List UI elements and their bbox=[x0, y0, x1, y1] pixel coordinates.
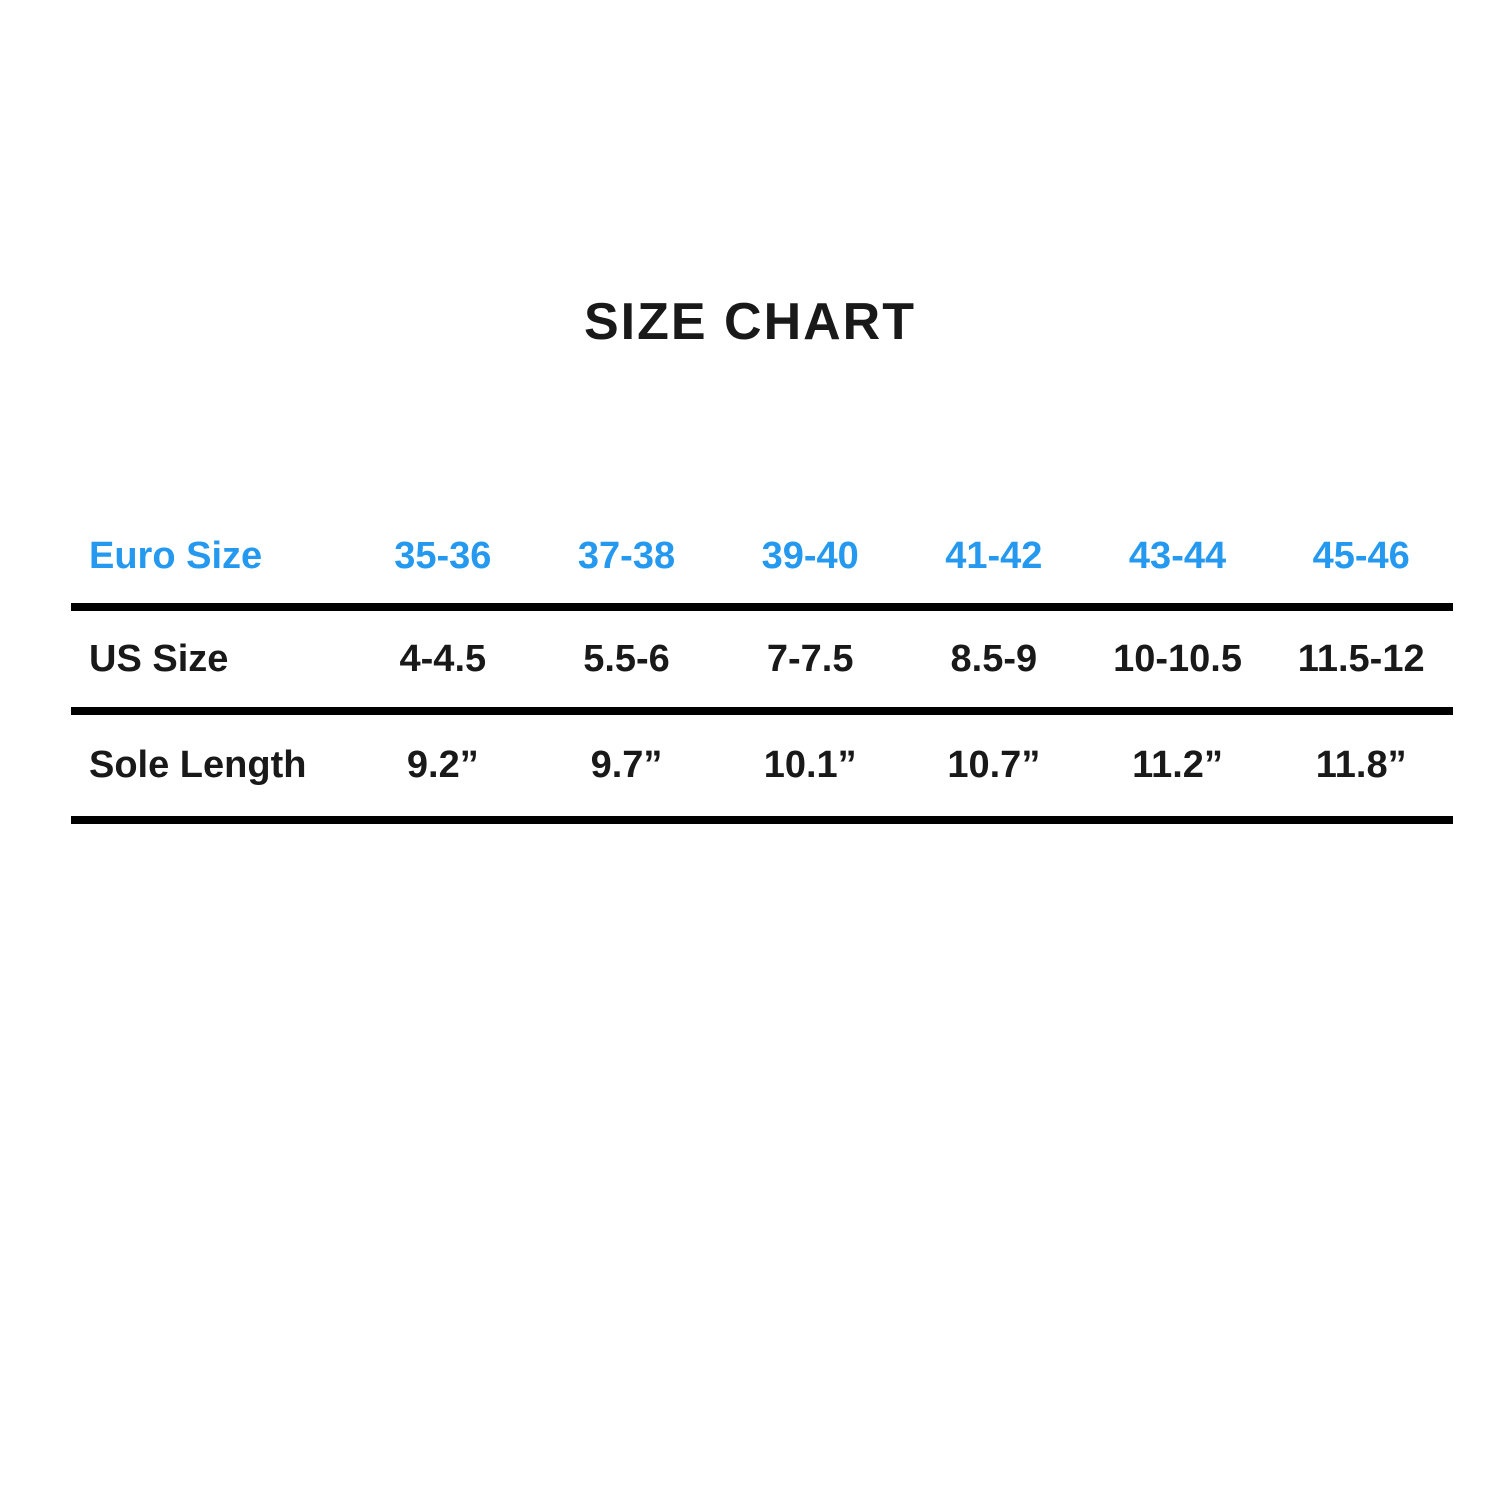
table-row-sole-length bbox=[71, 715, 1453, 816]
sole-length-cell-5: 11.2” bbox=[1132, 744, 1223, 786]
row-label-us-size: US Size bbox=[89, 637, 229, 680]
euro-size-cell-6: 45-46 bbox=[1312, 535, 1410, 577]
us-size-cell-3: 7-7.5 bbox=[766, 637, 854, 680]
euro-size-cell-2: 37-38 bbox=[577, 535, 676, 577]
us-size-cell-5: 10-10.5 bbox=[1113, 637, 1242, 680]
page-title: SIZE CHART bbox=[584, 293, 916, 351]
divider-line-2 bbox=[71, 707, 1453, 715]
divider-line-3 bbox=[71, 816, 1453, 824]
table-row-us-size bbox=[71, 611, 1453, 707]
sole-length-cell-3: 10.1” bbox=[763, 744, 857, 786]
row-label-euro-size: Euro Size bbox=[89, 535, 263, 577]
sole-length-cell-4: 10.7” bbox=[947, 744, 1041, 786]
us-size-cell-4: 8.5-9 bbox=[950, 637, 1038, 680]
euro-size-cell-4: 41-42 bbox=[945, 535, 1043, 577]
row-label-sole-length: Sole Length bbox=[89, 744, 307, 786]
sole-length-cell-2: 9.7” bbox=[590, 744, 663, 786]
us-size-cell-1: 4-4.5 bbox=[399, 637, 487, 680]
us-size-cell-2: 5.5-6 bbox=[583, 637, 670, 680]
size-chart-table bbox=[71, 510, 1453, 824]
us-size-cell-6: 11.5-12 bbox=[1297, 637, 1425, 680]
euro-size-cell-3: 39-40 bbox=[761, 535, 859, 577]
divider-line-1 bbox=[71, 603, 1453, 611]
euro-size-cell-5: 43-44 bbox=[1128, 535, 1227, 577]
sole-length-cell-1: 9.2” bbox=[406, 744, 479, 786]
euro-size-cell-1: 35-36 bbox=[394, 535, 492, 577]
table-row-euro-size bbox=[71, 510, 1453, 603]
sole-length-cell-6: 11.8” bbox=[1315, 744, 1407, 786]
